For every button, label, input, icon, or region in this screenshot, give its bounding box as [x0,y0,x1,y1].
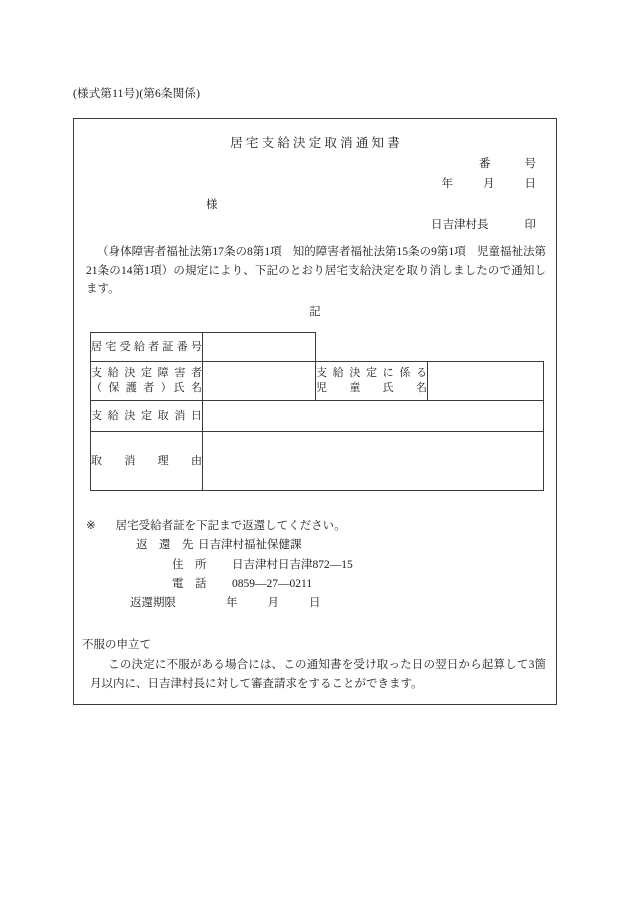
deadline-year: 年 [226,597,238,610]
legal-clause-child: 児童福祉法 [476,246,535,258]
value-child-name[interactable] [428,362,544,401]
number-unit: 号 [524,158,536,170]
phone-label: 電 話 [172,577,207,590]
addressee-suffix: 様 [206,199,218,211]
value-beneficiary-name[interactable] [203,362,316,401]
return-instruction-line [86,517,353,536]
return-destination-line [86,536,353,555]
appeal-text-line2: 月以内に、日吉津村長に対して審査請求をすることができます。 [90,678,423,691]
table-row [91,401,544,432]
address-value: 日吉津村日吉津872—15 [232,558,353,571]
day-label: 日 [524,178,536,190]
table-row [91,432,544,491]
legal-clause-continued: 第21条の14第1項）の規定により、下記のとおり居宅支給決定を取り消しましたので通知 [86,246,547,277]
return-instruction-block [86,517,353,614]
issuer-line [431,216,536,232]
document-date-line [442,175,537,191]
label-beneficiary-name: 支給決定障害者 （ 保 護 者 ）氏 名 [91,362,203,401]
ki-marker: 記 [309,306,321,318]
document-number-line [479,155,536,171]
value-recipient-cert-number[interactable] [203,333,316,362]
empty-spacer-cell [428,333,544,362]
page-title: 居宅支給決定取消通知書 [230,136,403,150]
month-label: 月 [483,178,495,190]
phone-value: 0859—27—0211 [232,577,313,590]
return-to-label: 返 還 先 [136,539,194,552]
appeal-title: 不服の申立て [82,639,151,651]
deadline-label: 返還期限 [130,597,176,610]
value-cancellation-reason[interactable] [203,432,544,491]
seal-mark: 印 [524,219,536,231]
appeal-section [82,636,546,694]
deadline-day: 日 [309,597,321,610]
legal-basis-paragraph [86,243,546,299]
table-row [91,362,544,401]
address-label: 住 所 [172,558,207,571]
return-deadline-line [86,594,353,613]
return-phone-line [86,575,353,594]
label-child-name: 支給決定に係る 児 童 氏 名 [316,362,428,401]
issuer-name: 日吉津村長 [431,219,489,231]
deadline-month: 月 [267,597,279,610]
return-instruction-text: 居宅受給者証を下記まで返還してください。 [115,520,346,532]
return-address-line [86,556,353,575]
appeal-body [82,656,546,694]
empty-spacer-cell [316,333,428,362]
appeal-text-line1: この決定に不服がある場合には、この通知書を受け取った日の翌日から起算して3箇 [108,659,546,672]
note-marker: ※ [86,520,96,532]
label-recipient-cert-number: 居宅受給者証番号 [91,333,203,362]
label-cancellation-date: 支給決定取消日 [91,401,203,432]
return-to-value: 日吉津村福祉保健課 [198,539,302,552]
legal-clause-intellectual: 知的障害者福祉法第15条の9第1項 [292,246,466,258]
decision-data-table [90,332,544,491]
document-frame [73,118,557,705]
number-label: 番 [479,158,491,170]
form-code-line: (様式第11号)(第6条関係) [73,88,201,100]
label-cancellation-reason: 取 消 理 由 [91,432,203,491]
legal-clause-physical: （身体障害者福祉法第17条の8第1項 [97,246,282,258]
value-cancellation-date[interactable] [203,401,544,432]
legal-clause-end: します。 [86,264,546,296]
year-label: 年 [441,178,453,190]
table-row [91,333,544,362]
